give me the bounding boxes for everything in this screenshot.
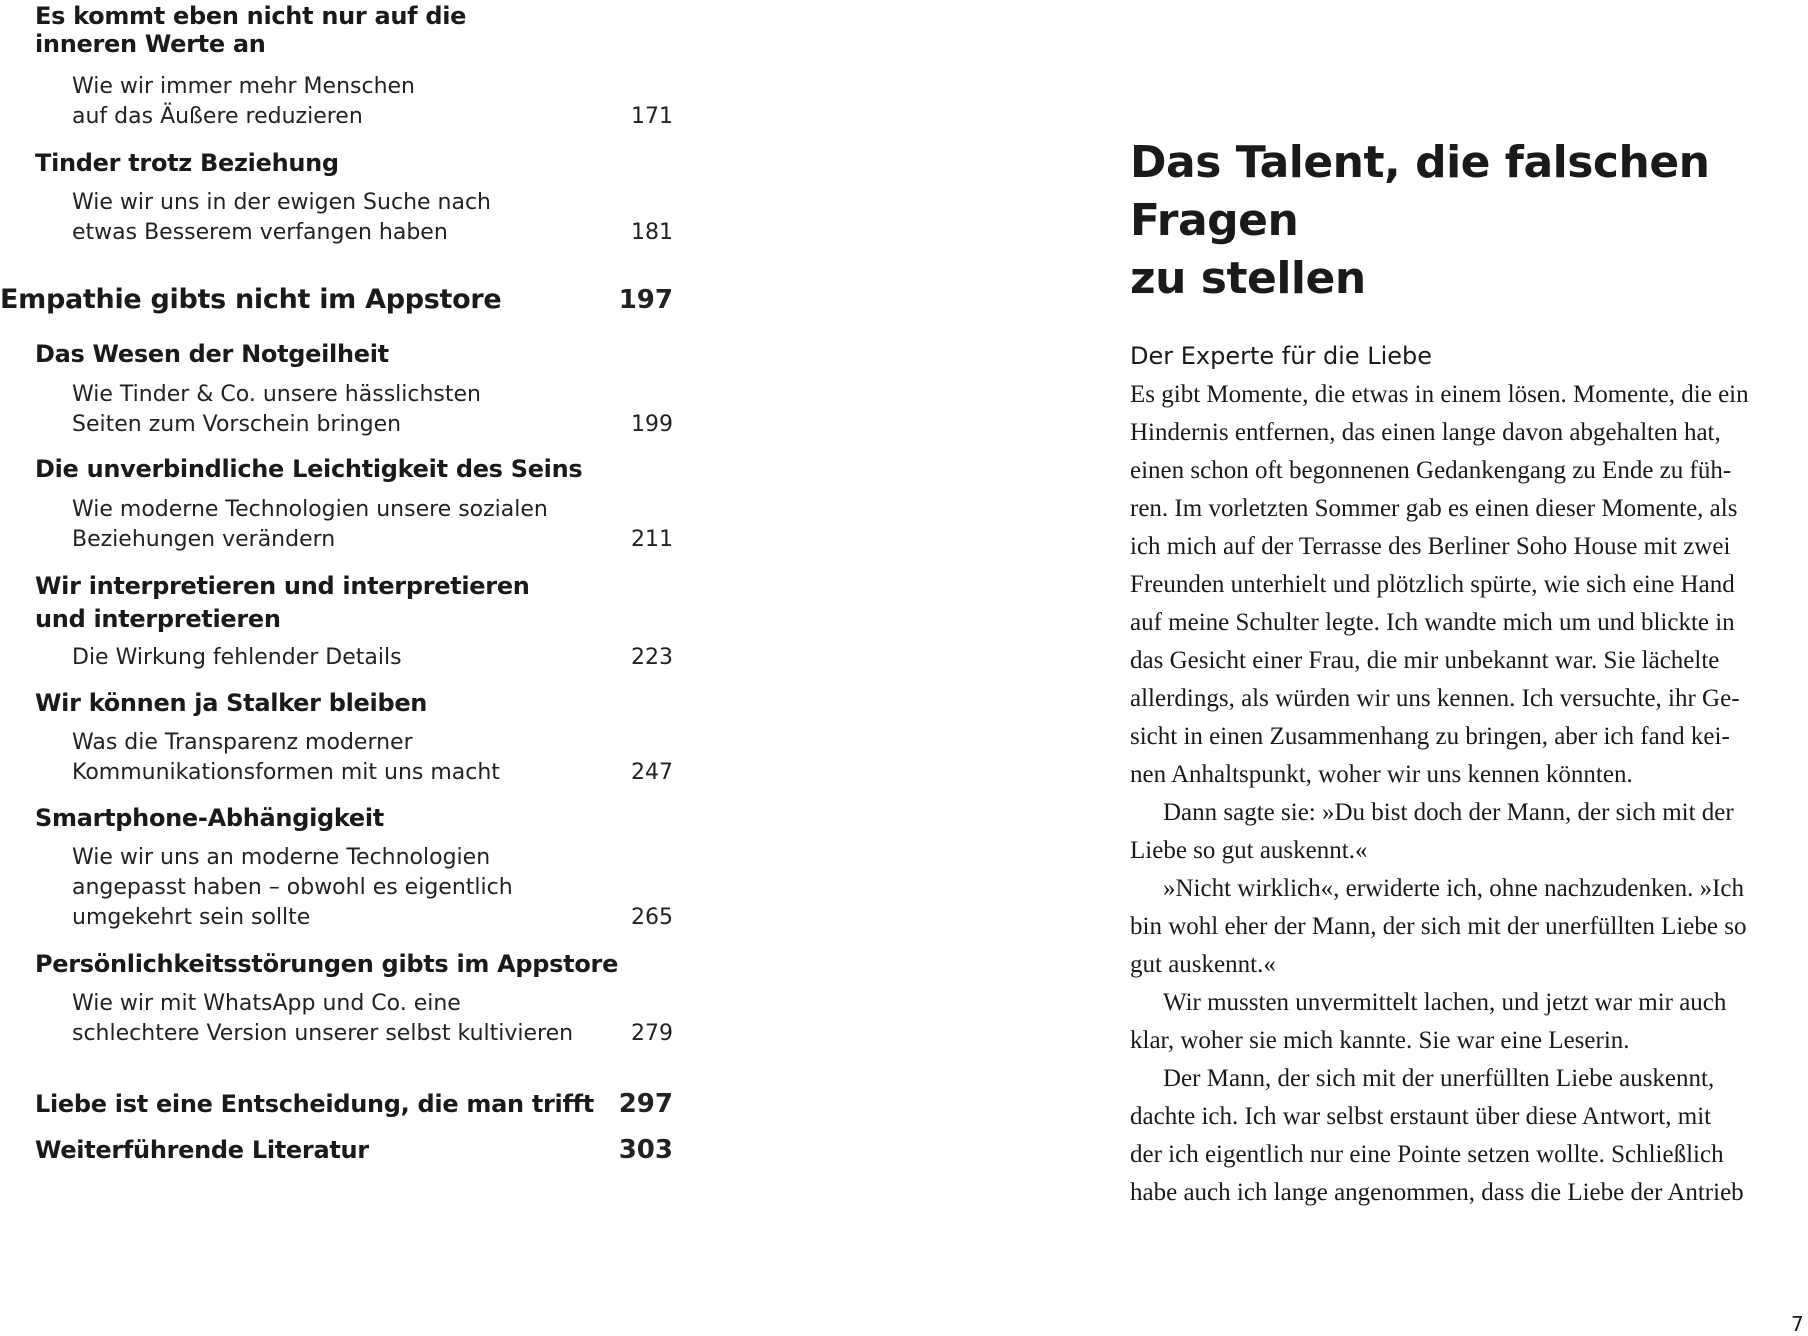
toc-section-title: inneren Werte an <box>35 30 266 58</box>
toc-section-subtitle: Was die Transparenz moderner <box>72 730 413 755</box>
toc-chapter-page-number: 297 <box>618 1089 673 1119</box>
toc-chapter-title: Liebe ist eine Entscheidung, die man trifft <box>35 1090 594 1118</box>
toc-page-number: 199 <box>631 412 673 437</box>
toc-section-title: und interpretieren <box>35 605 281 633</box>
page-number: 7 <box>1791 1312 1804 1336</box>
chapter-title-line: zu stellen <box>1130 253 1366 304</box>
body-text-line: einen schon oft begonnenen Gedankengang zu Ende zu füh- <box>1130 457 1732 484</box>
body-text-line: das Gesicht einer Frau, die mir unbekannt war. Sie lächelte <box>1130 647 1720 674</box>
toc-section-subtitle: Seiten zum Vorschein bringen <box>72 412 402 437</box>
toc-part-title: Empathie gibts nicht im Appstore <box>0 284 502 315</box>
toc-page-number: 181 <box>631 220 673 245</box>
chapter-title <box>1130 134 1790 308</box>
toc-section-title: Wir können ja Stalker bleiben <box>35 689 428 717</box>
toc-section-subtitle: Kommunikationsformen mit uns macht <box>72 760 500 785</box>
toc-section-subtitle: auf das Äußere reduzieren <box>72 104 363 129</box>
body-text-line: dachte ich. Ich war selbst erstaunt über diese Antwort, mit <box>1130 1103 1712 1130</box>
toc-page-number: 247 <box>631 760 673 785</box>
toc-section-title: Es kommt eben nicht nur auf die <box>35 2 467 30</box>
chapter-title-line: Das Talent, die falschen Fragen <box>1130 137 1710 246</box>
chapter-page <box>904 0 1808 1336</box>
toc-section-subtitle: schlechtere Version unserer selbst kultivieren <box>72 1021 574 1046</box>
toc-section-subtitle: Wie wir uns an moderne Technologien <box>72 845 491 870</box>
body-text-line: der ich eigentlich nur eine Pointe setzen wollte. Schließlich <box>1130 1141 1724 1168</box>
body-text-line: auf meine Schulter legte. Ich wandte mich um und blickte in <box>1130 609 1735 636</box>
toc-section-title: Tinder trotz Beziehung <box>35 149 339 177</box>
toc-section-subtitle: etwas Besserem verfangen haben <box>72 220 448 245</box>
toc-page-number: 279 <box>631 1021 673 1046</box>
toc-section-subtitle: umgekehrt sein sollte <box>72 905 311 930</box>
toc-section-subtitle: angepasst haben – obwohl es eigentlich <box>72 875 513 900</box>
toc-section-subtitle: Beziehungen verändern <box>72 527 336 552</box>
toc-section-title: Wir interpretieren und interpretieren <box>35 572 530 600</box>
body-text-line: Freunden unterhielt und plötzlich spürte, wie sich eine Hand <box>1130 571 1735 598</box>
body-text-line: Liebe so gut auskennt.« <box>1130 837 1368 864</box>
body-text-line: sicht in einen Zusammenhang zu bringen, aber ich fand kei- <box>1130 723 1730 750</box>
body-text-line: ren. Im vorletzten Sommer gab es einen dieser Momente, als <box>1130 495 1738 522</box>
toc-section-subtitle: Die Wirkung fehlender Details <box>72 645 402 670</box>
toc-section-subtitle: Wie wir mit WhatsApp und Co. eine <box>72 991 461 1016</box>
body-text-line: ich mich auf der Terrasse des Berliner Soho House mit zwei <box>1130 533 1731 560</box>
body-text-line: nen Anhaltspunkt, woher wir uns kennen könnten. <box>1130 761 1633 788</box>
toc-section-subtitle: Wie Tinder & Co. unsere hässlichsten <box>72 382 481 407</box>
body-text-line: Wir mussten unvermittelt lachen, und jetzt war mir auch <box>1163 989 1727 1016</box>
toc-section-title: Smartphone-Abhängigkeit <box>35 804 384 832</box>
body-text-line: Der Mann, der sich mit der unerfüllten Liebe auskennt, <box>1163 1065 1715 1092</box>
body-text-line: allerdings, als würden wir uns kennen. Ich versuchte, ihr Ge- <box>1130 685 1740 712</box>
body-text-line: gut auskennt.« <box>1130 951 1276 978</box>
toc-page-number: 211 <box>631 527 673 552</box>
body-text-line: Hindernis entfernen, das einen lange davon abgehalten hat, <box>1130 419 1721 446</box>
toc-page-number: 265 <box>631 905 673 930</box>
toc-part-page-number: 197 <box>618 285 673 315</box>
toc-page-number: 223 <box>631 645 673 670</box>
body-text-line: bin wohl eher der Mann, der sich mit der unerfüllten Liebe so <box>1130 913 1747 940</box>
body-text-line: Es gibt Momente, die etwas in einem lösen. Momente, die ein <box>1130 381 1749 408</box>
body-text-line: Dann sagte sie: »Du bist doch der Mann, der sich mit der <box>1163 799 1734 826</box>
body-text-line: habe auch ich lange angenommen, dass die Liebe der Antrieb <box>1130 1179 1744 1206</box>
toc-chapter-page-number: 303 <box>618 1135 673 1165</box>
toc-section-subtitle: Wie moderne Technologien unsere sozialen <box>72 497 548 522</box>
toc-section-title: Persönlichkeitsstörungen gibts im Appstore <box>35 950 619 978</box>
body-text-line: »Nicht wirklich«, erwiderte ich, ohne nachzudenken. »Ich <box>1163 875 1745 902</box>
body-text-line: klar, woher sie mich kannte. Sie war eine Leserin. <box>1130 1027 1630 1054</box>
toc-section-subtitle: Wie wir immer mehr Menschen <box>72 74 415 99</box>
toc-page-number: 171 <box>631 104 673 129</box>
toc-chapter-title: Weiterführende Literatur <box>35 1136 369 1164</box>
toc-section-title: Das Wesen der Notgeilheit <box>35 340 389 368</box>
toc-section-title: Die unverbindliche Leichtigkeit des Seins <box>35 455 583 483</box>
section-subheading: Der Experte für die Liebe <box>1130 342 1433 370</box>
toc-section-subtitle: Wie wir uns in der ewigen Suche nach <box>72 190 491 215</box>
